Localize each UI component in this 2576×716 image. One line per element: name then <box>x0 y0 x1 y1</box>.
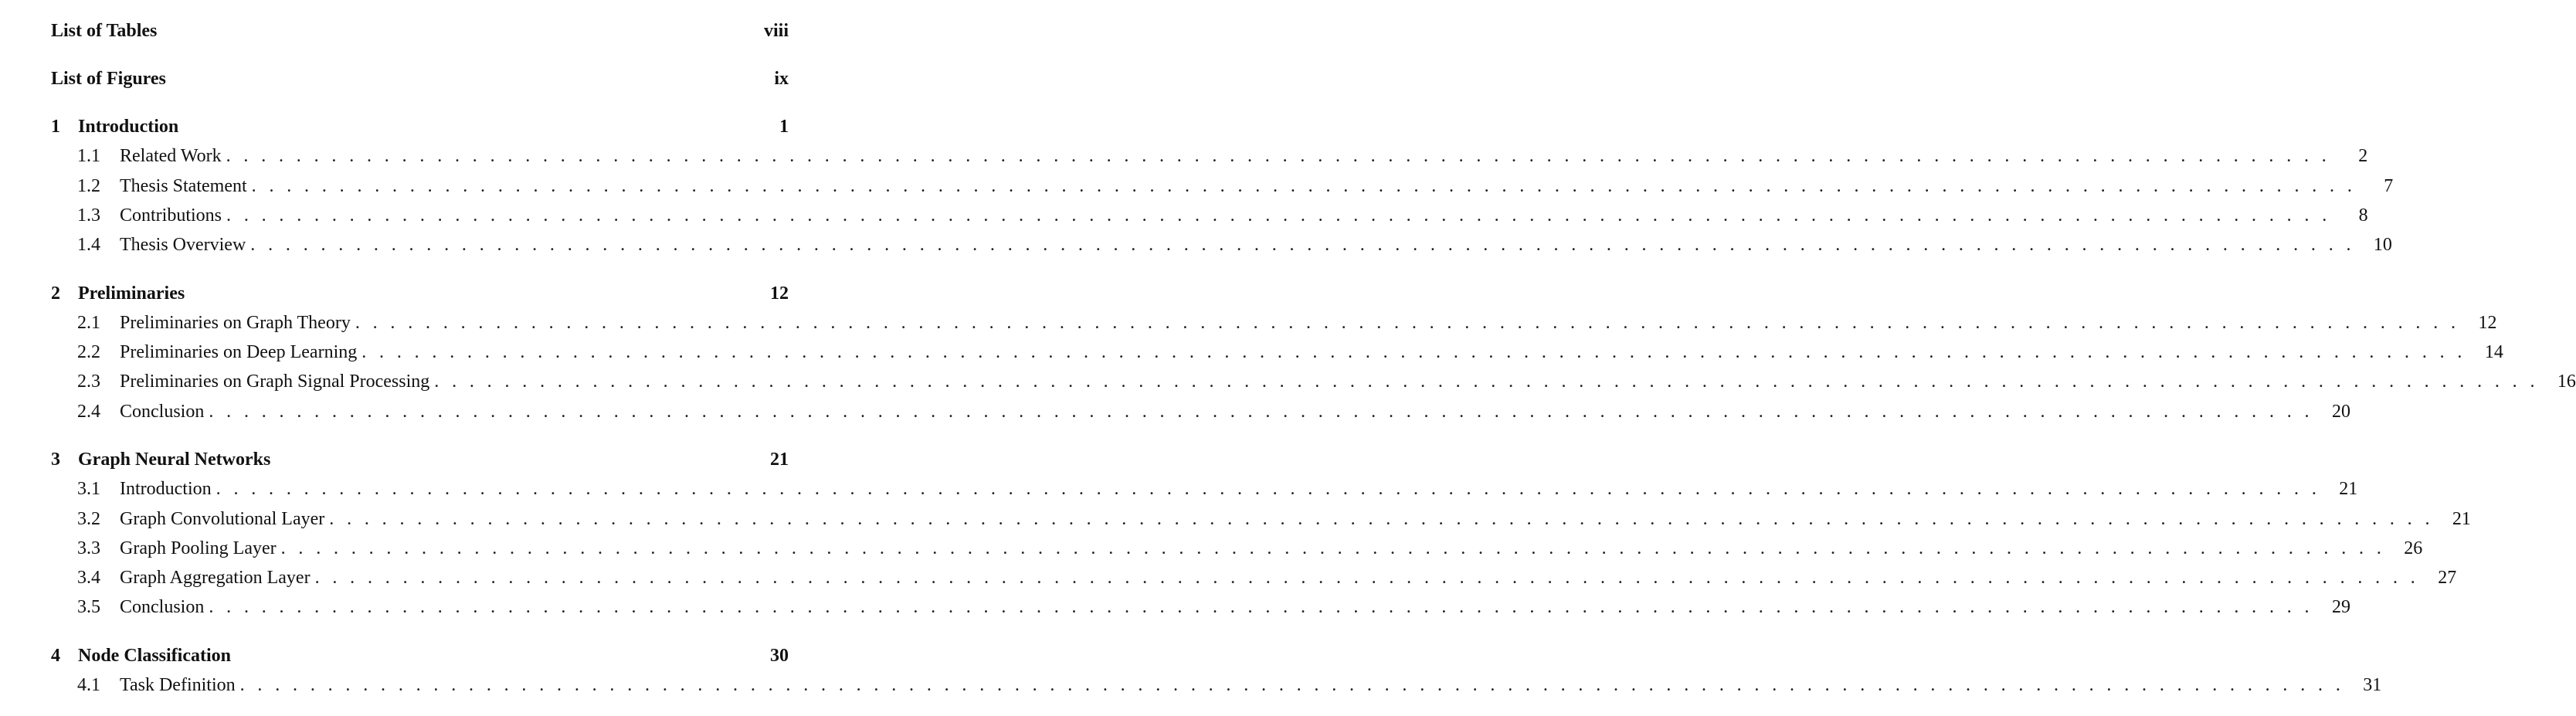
section-number: 1.3 <box>77 205 100 226</box>
toc-chapter-2[interactable] <box>51 280 789 307</box>
section-page: 7 <box>2384 176 2394 196</box>
dot-leader: . . . . . . . . . . . . . . . . . . . . . . . . . . . . . . . . . . . . . . . . . . . . . . . . . . . . . . . . . . . . . . . . . . . . . . . . . . . . . . . . . . . . . . . . . . . . . . . . . . . . . . . . . . . . . . . . . . . . . . . . <box>226 205 2331 226</box>
section-page: 16 <box>2557 372 2576 392</box>
section-number: 3.3 <box>77 538 100 558</box>
toc-section[interactable] <box>51 338 2503 366</box>
dot-leader: . . . . . . . . . . . . . . . . . . . . . . . . . . . . . . . . . . . . . . . . . . . . . . . . . . . . . . . . . . . . . . . . . . . . . . . . . . . . . . . . . . . . . . . . . . . . . . . . . . . . . . . . . . . . . . . . . . . . . . . . <box>209 402 2313 422</box>
section-number: 2.1 <box>77 313 100 333</box>
section-page: 2 <box>2358 146 2368 166</box>
dot-leader: . . . . . . . . . . . . . . . . . . . . . . . . . . . . . . . . . . . . . . . . . . . . . . . . . . . . . . . . . . . . . . . . . . . . . . . . . . . . . . . . . . . . . . . . . . . . . . . . . . . . . . . . . . . . . . . . . . . . . . . . <box>329 509 2434 529</box>
section-number: 3.1 <box>77 479 100 499</box>
toc-section[interactable] <box>51 564 2457 592</box>
toc-section[interactable] <box>51 172 2394 200</box>
section-title: Conclusion <box>120 593 209 621</box>
toc-section[interactable] <box>51 202 2368 229</box>
toc-section[interactable] <box>51 231 2392 259</box>
section-title: Contributions <box>120 202 226 229</box>
section-title: Preliminaries on Deep Learning <box>120 338 361 366</box>
dot-leader: . . . . . . . . . . . . . . . . . . . . . . . . . . . . . . . . . . . . . . . . . . . . . . . . . . . . . . . . . . . . . . . . . . . . . . . . . . . . . . . . . . . . . . . . . . . . . . . . . . . . . . . . . . . . . . . . . . . . . . . . <box>216 479 2321 499</box>
chapter-title: Introduction <box>78 117 179 137</box>
section-page: 8 <box>2358 205 2368 226</box>
section-number: 2.4 <box>77 402 100 422</box>
toc-section[interactable] <box>51 368 2576 395</box>
section-title: Introduction <box>120 475 216 503</box>
section-page: 29 <box>2331 597 2350 617</box>
chapter-page: 30 <box>770 646 789 666</box>
section-title: Thesis Statement <box>120 172 252 200</box>
section-page: 21 <box>2452 509 2471 529</box>
dot-leader: . . . . . . . . . . . . . . . . . . . . . . . . . . . . . . . . . . . . . . . . . . . . . . . . . . . . . . . . . . . . . . . . . . . . . . . . . . . . . . . . . . . . . . . . . . . . . . . . . . . . . . . . . . . . . . . . . . . . . . . . <box>280 538 2386 558</box>
toc-section[interactable] <box>51 534 2423 562</box>
chapter-page: 12 <box>770 283 789 304</box>
toc-section[interactable] <box>51 475 2358 503</box>
toc-chapter-1[interactable] <box>51 113 789 141</box>
chapter-number: 2 <box>51 283 60 304</box>
toc-section[interactable] <box>51 671 2382 699</box>
section-number: 1.4 <box>77 235 100 255</box>
dot-leader: . . . . . . . . . . . . . . . . . . . . . . . . . . . . . . . . . . . . . . . . . . . . . . . . . . . . . . . . . . . . . . . . . . . . . . . . . . . . . . . . . . . . . . . . . . . . . . . . . . . . . . . . . . . . . . . . . . . . . . . . <box>355 313 2460 333</box>
dot-leader: . . . . . . . . . . . . . . . . . . . . . . . . . . . . . . . . . . . . . . . . . . . . . . . . . . . . . . . . . . . . . . . . . . . . . . . . . . . . . . . . . . . . . . . . . . . . . . . . . . . . . . . . . . . . . . . . . . . . . . . . <box>251 176 2357 196</box>
section-page: 14 <box>2484 342 2503 362</box>
chapter-page: 1 <box>779 117 789 137</box>
chapter-title: Node Classification <box>78 646 231 666</box>
section-number: 1.2 <box>77 176 100 196</box>
toc-entry-list-of-figures[interactable] <box>51 65 789 93</box>
toc-entry-title: List of Tables <box>51 21 158 41</box>
section-title: Graph Pooling Layer <box>120 534 281 562</box>
section-title: Related Work <box>120 142 226 170</box>
section-title: Thesis Overview <box>120 231 250 259</box>
chapter-page: 21 <box>770 450 789 470</box>
section-page: 21 <box>2339 479 2358 499</box>
toc-entry-list-of-tables[interactable] <box>51 17 789 45</box>
section-number: 2.2 <box>77 342 100 362</box>
chapter-number: 3 <box>51 450 60 470</box>
dot-leader: . . . . . . . . . . . . . . . . . . . . . . . . . . . . . . . . . . . . . . . . . . . . . . . . . . . . . . . . . . . . . . . . . . . . . . . . . . . . . . . . . . . . . . . . . . . . . . . . . . . . . . . . . . . . . . . . . . . . . . . . <box>314 568 2420 588</box>
toc-section[interactable] <box>51 505 2471 533</box>
section-page: 10 <box>2373 235 2392 255</box>
section-title: Task Definition <box>120 671 240 699</box>
dot-leader: . . . . . . . . . . . . . . . . . . . . . . . . . . . . . . . . . . . . . . . . . . . . . . . . . . . . . . . . . . . . . . . . . . . . . . . . . . . . . . . . . . . . . . . . . . . . . . . . . . . . . . . . . . . . . . . . . . . . . . . . <box>434 372 2539 392</box>
section-number: 4.1 <box>77 675 100 695</box>
section-page: 26 <box>2404 538 2423 558</box>
toc-chapter-3[interactable] <box>51 446 789 473</box>
toc-section[interactable] <box>51 398 2350 426</box>
toc-entry-page: ix <box>774 69 789 89</box>
dot-leader: . . . . . . . . . . . . . . . . . . . . . . . . . . . . . . . . . . . . . . . . . . . . . . . . . . . . . . . . . . . . . . . . . . . . . . . . . . . . . . . . . . . . . . . . . . . . . . . . . . . . . . . . . . . . . . . . . . . . . . . . <box>239 675 2345 695</box>
toc-section[interactable] <box>51 142 2368 170</box>
chapter-number: 4 <box>51 646 60 666</box>
dot-leader: . . . . . . . . . . . . . . . . . . . . . . . . . . . . . . . . . . . . . . . . . . . . . . . . . . . . . . . . . . . . . . . . . . . . . . . . . . . . . . . . . . . . . . . . . . . . . . . . . . . . . . . . . . . . . . . . . . . . . . . . <box>361 342 2466 362</box>
section-number: 3.4 <box>77 568 100 588</box>
section-page: 20 <box>2331 402 2350 422</box>
section-page: 27 <box>2438 568 2457 588</box>
chapter-title: Preliminaries <box>78 283 185 304</box>
dot-leader: . . . . . . . . . . . . . . . . . . . . . . . . . . . . . . . . . . . . . . . . . . . . . . . . . . . . . . . . . . . . . . . . . . . . . . . . . . . . . . . . . . . . . . . . . . . . . . . . . . . . . . . . . . . . . . . . . . . . . . . . <box>209 597 2313 617</box>
section-number: 1.1 <box>77 146 100 166</box>
section-number: 3.5 <box>77 597 100 617</box>
toc-entry-title: List of Figures <box>51 69 166 89</box>
toc-entry-page: viii <box>763 21 789 41</box>
section-title: Conclusion <box>120 398 209 426</box>
section-number: 3.2 <box>77 509 100 529</box>
chapter-title: Graph Neural Networks <box>78 450 271 470</box>
section-title: Preliminaries on Graph Theory <box>120 309 355 337</box>
section-page: 31 <box>2363 675 2382 695</box>
section-title: Graph Aggregation Layer <box>120 564 315 592</box>
dot-leader: . . . . . . . . . . . . . . . . . . . . . . . . . . . . . . . . . . . . . . . . . . . . . . . . . . . . . . . . . . . . . . . . . . . . . . . . . . . . . . . . . . . . . . . . . . . . . . . . . . . . . . . . . . . . . . . . . . . . . . . . <box>226 146 2331 166</box>
section-number: 2.3 <box>77 372 100 392</box>
toc-section[interactable] <box>51 309 2497 337</box>
section-title: Preliminaries on Graph Signal Processing <box>120 368 434 395</box>
toc-chapter-4[interactable] <box>51 642 789 670</box>
section-page: 12 <box>2478 313 2497 333</box>
dot-leader: . . . . . . . . . . . . . . . . . . . . . . . . . . . . . . . . . . . . . . . . . . . . . . . . . . . . . . . . . . . . . . . . . . . . . . . . . . . . . . . . . . . . . . . . . . . . . . . . . . . . . . . . . . . . . . . . . . . . . . . . <box>250 235 2355 255</box>
chapter-number: 1 <box>51 117 60 137</box>
toc-section[interactable] <box>51 593 2350 621</box>
section-title: Graph Convolutional Layer <box>120 505 329 533</box>
